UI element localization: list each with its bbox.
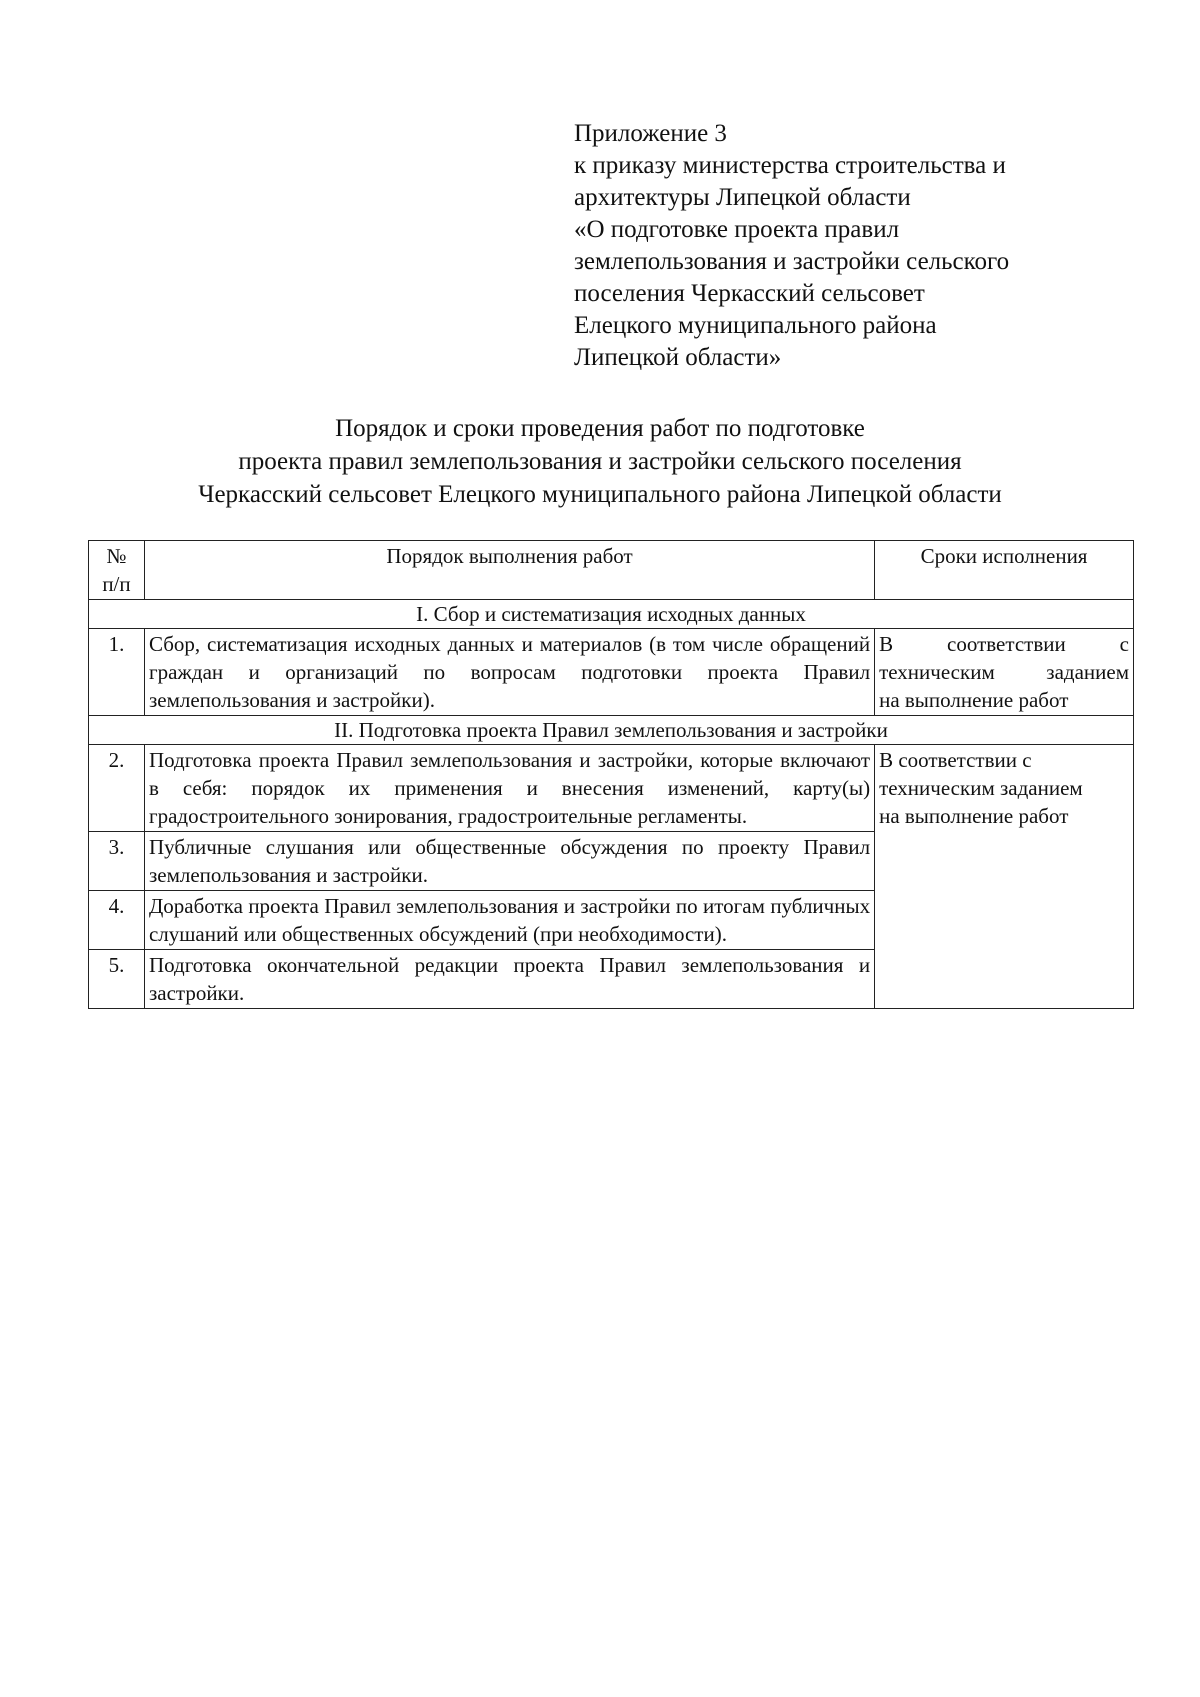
section-row: [89, 600, 1134, 629]
row-work: Сбор, систематизация исходных данных и материалов (в том числе обращений граждан и организаций по вопросам подготовки проекта Правил землепользования и застройки).: [144, 629, 874, 716]
term-word: с: [1119, 632, 1129, 656]
term-line: на выполнение работ: [879, 688, 1069, 712]
header-number-sign: №: [106, 544, 127, 568]
title-line: Порядок и сроки проведения работ по подготовке: [335, 415, 865, 442]
row-work: Доработка проекта Правил землепользования и застройки по итогам публичных слушаний или общественных обсуждений (при необходимости).: [144, 891, 874, 950]
annex-line: к приказу министерства строительства и: [574, 152, 1006, 179]
annex-line: Липецкой области»: [574, 344, 782, 371]
row-number: 3.: [89, 832, 145, 891]
annex-line: Елецкого муниципального района: [574, 312, 937, 339]
header-number-abbr: п/п: [102, 572, 131, 596]
row-number: 5.: [89, 950, 145, 1009]
header-deadlines: Сроки исполнения: [875, 541, 1134, 600]
term-word: заданием: [1046, 660, 1129, 684]
row-term: [875, 629, 1134, 716]
table-row: [89, 745, 1134, 832]
work-schedule-table: [88, 540, 1134, 1009]
row-number: 2.: [89, 745, 145, 832]
term-line: [879, 658, 1129, 686]
header-number: [89, 541, 145, 600]
term-word: соответствии: [947, 632, 1066, 656]
annex-line: «О подготовке проекта правил: [574, 216, 900, 243]
row-work: Подготовка окончательной редакции проекта Правил землепользования и застройки.: [144, 950, 874, 1009]
term-word: В: [879, 632, 894, 656]
term-line: техническим заданием: [879, 776, 1083, 800]
title-line: проекта правил землепользования и застройки сельского поселения: [238, 448, 962, 475]
row-work: Подготовка проекта Правил землепользования и застройки, которые включают в себя: порядок их применения и внесения изменений, карту(ы) градостроительного зонирования, градостроительные регламенты.: [144, 745, 874, 832]
section-title-2: II. Подготовка проекта Правил землепользования и застройки: [89, 716, 1134, 745]
title-line: Черкасский сельсовет Елецкого муниципального района Липецкой области: [198, 481, 1002, 508]
term-line: [879, 630, 1129, 658]
row-number: 4.: [89, 891, 145, 950]
term-line: на выполнение работ: [879, 804, 1069, 828]
annex-line: архитектуры Липецкой области: [574, 184, 911, 211]
table-row: [89, 629, 1134, 716]
annex-line: землепользования и застройки сельского: [574, 248, 1010, 275]
annex-block: [574, 118, 1134, 374]
header-work-order: Порядок выполнения работ: [144, 541, 874, 600]
term-line: В соответствии с: [879, 748, 1032, 772]
row-number: 1.: [89, 629, 145, 716]
document-title: [60, 412, 1140, 511]
term-word: техническим: [879, 660, 995, 684]
annex-line: Приложение 3: [574, 120, 727, 147]
row-term-merged: [875, 745, 1134, 1009]
table-header-row: [89, 541, 1134, 600]
section-title-1: I. Сбор и систематизация исходных данных: [89, 600, 1134, 629]
section-row: [89, 716, 1134, 745]
row-work: Публичные слушания или общественные обсуждения по проекту Правил землепользования и застройки.: [144, 832, 874, 891]
annex-line: поселения Черкасский сельсовет: [574, 280, 925, 307]
